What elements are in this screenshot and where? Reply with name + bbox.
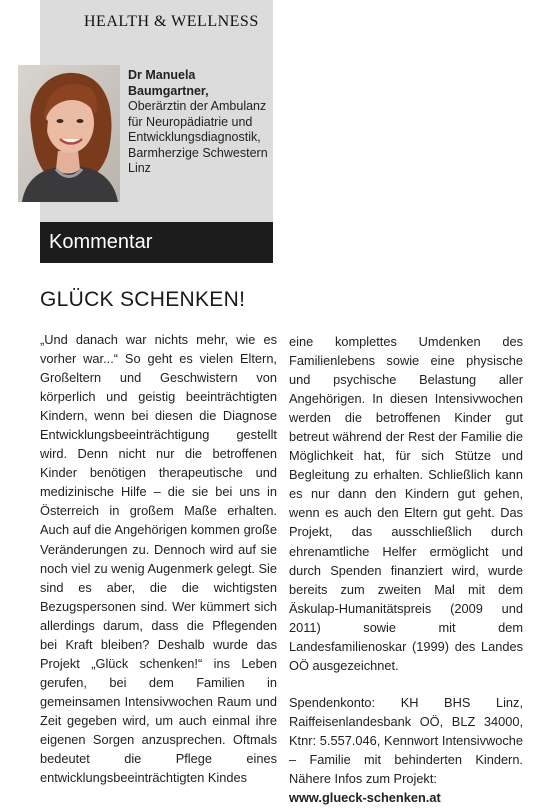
author-info (128, 68, 268, 177)
author-photo (18, 65, 120, 202)
paragraph-spacer (289, 675, 523, 693)
article-headline: GLÜCK SCHENKEN! (40, 288, 246, 311)
author-title: Oberärztin der Ambulanz für Neuropädiatrie und Entwicklungsdiagnostik, Barmherzige Schwestern Linz (128, 99, 268, 175)
portrait-image (18, 65, 120, 202)
body-paragraph-1: „Und danach war nichts mehr, wie es vorher war...“ So geht es vielen Eltern, Großeltern und Geschwistern von körperlich und geistig beeinträchtigten Kindern, wenn bei diesen die Diagnose Entwicklungsbeeinträchtigung gestellt wird. Denn nicht nur die betroffenen Kinder benötigen therapeutische und medizinische Hilfe – die sie bei uns in Österreich in großem Maße erhalten. Auch auf die Angehörigen kommen große Veränderungen zu. Dennoch wird auf sie noch viel zu wenig Augenmerk gelegt. Sie sind es aber, die die wichtigsten Bezugspersonen sind. Wer kümmert sich allerdings darum, dass die Pflegenden bei Kraft bleiben? Deshalb wurde das Projekt „Glück schenken!“ ins Leben gerufen, bei dem Familien in gemeinsamen Intensivwochen Raum und Zeit gegeben wird, um auch einmal ihre eigenen Sorgen anzusprechen. Oftmals bedeutet die Pflege eines entwicklungsbeeinträchtigten Kindes (40, 332, 277, 786)
project-website-link[interactable]: www.glueck-schenken.at (289, 790, 441, 806)
body-column-2 (289, 332, 523, 807)
author-name: Dr Manuela Baumgartner, (128, 68, 209, 98)
kommentar-label: Kommentar (40, 222, 273, 263)
body-paragraph-2: eine komplettes Umdenken des Familienlebens sowie eine physische und psychische Belastung aller Angehörigen. In diesen Intensivwochen werden die betroffenen Kinder gut betreut während der Rest der Familie die Möglichkeit hat, für sich Stütze und Begleitung zu erhalten. Schließlich kann es nur dann den Kindern gut gehen, wenn es auch den Eltern gut geht. Das Projekt, das ausschließlich durch ehrenamtliche Helfer ermöglicht und durch Spenden finanziert wird, wurde bereits zum zweiten Mal mit dem Äskulap-Humanitätspreis (2009 und 2011) sowie mit dem Landesfamilienoskar (1999) des Landes OÖ ausgezeichnet. (289, 334, 523, 673)
body-column-1 (40, 330, 277, 787)
donation-info: Spendenkonto: KH BHS Linz, Raiffeisenlandesbank OÖ, BLZ 34000, Ktnr: 5.557.046, Kennwort Intensivwoche – Familie mit behinderten Kindern. Nähere Infos zum Projekt: (289, 694, 523, 787)
section-label: HEALTH & WELLNESS (84, 13, 259, 30)
